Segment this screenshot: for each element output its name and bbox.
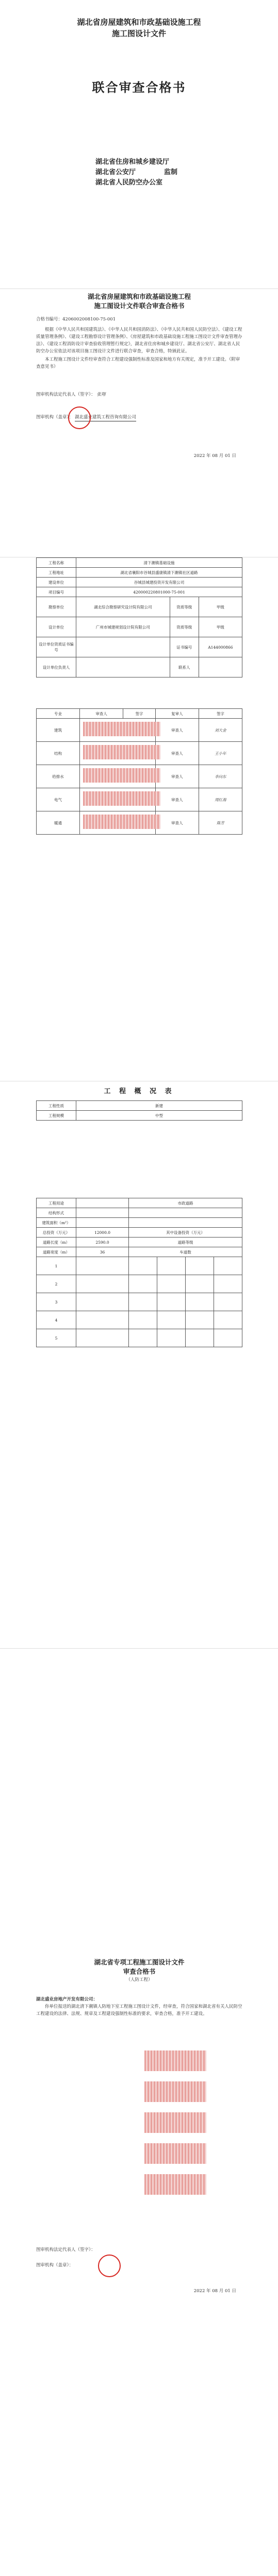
table-row: [37, 657, 242, 677]
table-cell: 建设单位: [37, 578, 76, 587]
table-row: [37, 765, 242, 788]
table-cell: 周红海: [199, 788, 242, 811]
table-cell: [199, 657, 242, 677]
special-body: [36, 2003, 242, 2018]
table-cell: A144000866: [199, 637, 242, 657]
table-cell: 2590.0: [76, 1238, 129, 1247]
table-cell: 中型: [76, 1111, 242, 1121]
table-cell: [128, 1257, 157, 1275]
cover-title-line2: 施工图设计文件: [111, 29, 166, 38]
table-cell: 项目编号: [37, 587, 76, 597]
table-cell: 甲级: [199, 617, 242, 637]
table-cell: [76, 1275, 129, 1293]
table-cell: 湖北省襄阳市谷城县盛康镇清下潮镇社区道路: [76, 568, 242, 578]
reviewer-stamp-cell: [80, 811, 156, 835]
special-body-text: 你单位报送的湖北清下潮镇人防地下室工程施工图设计文件，经审查，符合国家和湖北省有关人民防空工程建设的法律、法规、规章及工程建设强制性标准的要求，审查合格，准予开工建设。: [36, 2004, 242, 2016]
table-cell: [185, 1275, 214, 1293]
overview-title: 工 程 概 况 表: [104, 1088, 175, 1095]
table-cell: [128, 1218, 242, 1228]
table-cell: [185, 1329, 214, 1347]
special-stamp-5: [144, 2174, 206, 2195]
table-row: [37, 742, 242, 765]
table-row: [37, 1218, 242, 1228]
table-cell: 给排水: [37, 765, 80, 788]
table-cell: 其中设备投资（万元）: [128, 1228, 242, 1238]
table-cell: 审查人: [155, 765, 199, 788]
cert-signer-row: [36, 391, 242, 398]
cert-paragraph-2: 本工程施工图设计文件经审查符合工程建设强制性标准及国家和地方有关规定，准予开工建设。（附审查意见书）: [36, 357, 240, 369]
table-cell: [128, 1208, 242, 1218]
table-row: [37, 1198, 242, 1208]
table-row: [37, 1275, 242, 1293]
special-signer-label: 图审机构法定代表人（签字）：: [36, 2247, 95, 2252]
table-cell: 建筑: [37, 719, 80, 742]
cover-dept-2: 湖北省公安厅: [95, 168, 136, 176]
table-row: [37, 1238, 242, 1247]
table-cell: 勘察单位: [37, 597, 76, 617]
reviewer-stamp-cell: [80, 788, 156, 811]
table-header: 专业: [37, 709, 80, 719]
table-cell: [76, 1329, 129, 1347]
table-cell: 李向东: [199, 765, 242, 788]
special-stamp-1: [144, 2050, 206, 2071]
table-cell: 工程名称: [37, 558, 76, 568]
special-org-row: [36, 2262, 73, 2269]
table-cell: 清下潮镇基础设施: [76, 558, 242, 568]
table-cell: 36: [76, 1247, 129, 1257]
reviewer-stamp: [83, 722, 160, 736]
table-cell: 420000220801000-75-001: [76, 587, 242, 597]
table-cell: [214, 1275, 242, 1293]
cert-org-label: 图审机构（盖章）：: [36, 415, 74, 420]
table-row: [37, 558, 242, 568]
reviewer-stamp-cell: [80, 719, 156, 742]
table-cell: [185, 1257, 214, 1275]
table-cell: 审查人: [155, 811, 199, 835]
cert-number-row: [36, 316, 242, 323]
cert-org-name: 湖北盛业建筑工程咨询有限公司: [75, 414, 136, 421]
table-cell: 证书编号: [170, 637, 199, 657]
reviewer-stamp: [83, 791, 160, 806]
table-cell: 设计单位资质证书编号: [37, 637, 76, 657]
table-row: [37, 617, 242, 637]
table-cell: 车道数: [128, 1247, 242, 1257]
table-cell: 道路等级: [128, 1238, 242, 1247]
table-cell: 王小年: [199, 742, 242, 765]
table-cell: 湖北综合勘察研究设计院有限公司: [76, 597, 170, 617]
table-cell: [214, 1257, 242, 1275]
table-cell: [185, 1311, 214, 1329]
table-cell: 设计单位负责人: [37, 657, 76, 677]
table-cell: 道路长度（m）: [37, 1238, 76, 1247]
reviewer-stamp-cell: [80, 742, 156, 765]
table-cell: 设计单位: [37, 617, 76, 637]
cert-body: [36, 326, 242, 370]
special-org-label: 图审机构（盖章）：: [36, 2263, 74, 2268]
table-cell: 资质等级: [170, 617, 199, 637]
table-cell: [128, 1293, 157, 1311]
table-cell: 审查人: [155, 742, 199, 765]
table-cell: 工程规模: [37, 1111, 76, 1121]
special-title-line3: （人防工程）: [126, 1977, 153, 1982]
reviewer-stamp: [83, 768, 160, 783]
table-cell: 审查人: [155, 788, 199, 811]
table-cell: 总投资（万元）: [37, 1228, 76, 1238]
cover-title-line1: 湖北省房屋建筑和市政基础设施工程: [77, 18, 201, 27]
overview-detail-table: [36, 1198, 242, 1347]
table-row: [37, 1111, 242, 1121]
table-cell: [185, 1293, 214, 1311]
special-stamp-area: [36, 2040, 242, 2205]
table-cell: 结构: [37, 742, 80, 765]
table-cell: 新建: [76, 1101, 242, 1111]
table-row: [37, 811, 242, 835]
cover-dept-1: 湖北省住房和城乡建设厅: [95, 158, 170, 166]
cert-signer-signature: 张翔: [96, 392, 106, 397]
cert-paragraph-1: 根据《中华人民共和国建筑法》、《中华人民共和国消防法》、《中华人民共和国人民防空法》、《建设工程质量管理条例》、《建设工程勘察设计管理条例》、《房屋建筑和市政基础设施工程施工图设计文件审查管理办法》、《建设工程消防设计审查验收管理暂行规定》，湖北省住房和城乡建设厅、湖北省公安厅、湖北省人民防空办公室依法对该项目施工图设计文件进行联合审查，审查合格，特颁此证。: [36, 327, 242, 354]
cert-date: 2022 年 08 月 01 日: [193, 453, 236, 459]
cover-joint-label: 监制: [164, 168, 178, 176]
table-cell: [214, 1311, 242, 1329]
table-cell: 12000.0: [76, 1228, 129, 1238]
table-header-row: [37, 709, 242, 719]
table-cell: [76, 637, 170, 657]
cert-title-line1: 湖北省房屋建筑和市政基础设施工程: [87, 293, 191, 300]
cert-org-row: [36, 414, 242, 421]
table-cell: 工程用途: [37, 1198, 76, 1208]
table-row: [37, 1329, 242, 1347]
table-cell: [214, 1293, 242, 1311]
table-row: [37, 1208, 242, 1218]
project-info-page: [0, 557, 278, 1081]
table-row: [37, 1257, 242, 1275]
table-cell: 道路宽度（m）: [37, 1247, 76, 1257]
special-org-seal: [98, 2255, 121, 2277]
table-cell: 3: [37, 1293, 76, 1311]
project-info-table: [36, 557, 242, 677]
special-title-line2: 审查合格书: [123, 1968, 156, 1975]
table-cell: [157, 1257, 185, 1275]
table-header: 签字: [199, 709, 242, 719]
reviewer-stamp: [83, 745, 160, 759]
cert-title-line2: 施工图设计文件联合审查合格书: [94, 302, 185, 310]
table-cell: 工程性质: [37, 1101, 76, 1111]
table-cell: [76, 1218, 129, 1228]
overview-page: [0, 1081, 278, 1648]
table-row: [37, 1247, 242, 1257]
cover-main-title: 联合审查合格书: [92, 80, 186, 95]
table-cell: [157, 1293, 185, 1311]
table-row: [37, 587, 242, 597]
cert-number-value: 4206002008100-75-001: [62, 317, 116, 322]
special-date: 2022 年 08 月 01 日: [193, 2289, 236, 2294]
table-row: [37, 719, 242, 742]
table-cell: [76, 1198, 129, 1208]
special-addressee: 湖北盛业房地产开发有限公司：: [36, 1997, 98, 2002]
table-cell: 广州市城建规划设计院有限公司: [76, 617, 170, 637]
table-row: [37, 1293, 242, 1311]
table-cell: [76, 1293, 129, 1311]
table-cell: [128, 1329, 157, 1347]
table-row: [37, 1228, 242, 1238]
certificate-page: [0, 289, 278, 557]
special-title-line1: 湖北省专项工程施工图设计文件: [94, 1958, 185, 1966]
table-cell: 审查人: [155, 719, 199, 742]
table-row: [37, 788, 242, 811]
table-cell: 陈芳: [199, 811, 242, 835]
table-cell: [157, 1275, 185, 1293]
table-row: [37, 1311, 242, 1329]
cert-signer-label: 图审机构法定代表人（签字）：: [36, 392, 95, 397]
table-row: [37, 597, 242, 617]
reviewer-stamp-cell: [80, 765, 156, 788]
special-stamp-3: [144, 2112, 206, 2133]
table-cell: 资质等级: [170, 597, 199, 617]
table-cell: 5: [37, 1329, 76, 1347]
table-cell: [76, 1311, 129, 1329]
table-cell: 市政道路: [128, 1198, 242, 1208]
reviewer-stamp: [83, 815, 160, 829]
table-cell: 4: [37, 1311, 76, 1329]
table-cell: 1: [37, 1257, 76, 1275]
table-cell: [157, 1329, 185, 1347]
table-cell: [128, 1275, 157, 1293]
cover-dept-3: 湖北省人民防空办公室: [95, 179, 163, 187]
table-row: [37, 568, 242, 578]
table-header: 复审人: [155, 709, 199, 719]
table-header: 签字: [123, 709, 156, 719]
table-row: [37, 578, 242, 587]
table-cell: 谷城县城建投资开发有限公司: [76, 578, 242, 587]
table-cell: 工程地址: [37, 568, 76, 578]
org-seal-stamp: [68, 406, 91, 429]
table-cell: 2: [37, 1275, 76, 1293]
table-cell: [76, 1257, 129, 1275]
cert-number-label: 合格书编号：: [36, 317, 63, 322]
reviewers-table: [36, 708, 242, 835]
table-cell: 建筑面积（m²）: [37, 1218, 76, 1228]
table-cell: [157, 1311, 185, 1329]
table-cell: 联系人: [170, 657, 199, 677]
table-cell: [214, 1329, 242, 1347]
table-row: [37, 637, 242, 657]
table-cell: [76, 1208, 129, 1218]
special-stamp-4: [144, 2143, 206, 2164]
table-cell: 甲级: [199, 597, 242, 617]
special-signer-row: [36, 2246, 95, 2253]
table-cell: [76, 657, 170, 677]
special-review-page: [0, 1649, 278, 2576]
overview-table: [36, 1100, 242, 1121]
table-cell: [128, 1311, 157, 1329]
table-cell: 结构形式: [37, 1208, 76, 1218]
cover-page: [0, 0, 278, 289]
table-cell: 电气: [37, 788, 80, 811]
table-header: 审查人: [80, 709, 123, 719]
table-row: [37, 1101, 242, 1111]
table-cell: 暖通: [37, 811, 80, 835]
special-stamp-2: [144, 2081, 206, 2102]
table-cell: 刘大金: [199, 719, 242, 742]
